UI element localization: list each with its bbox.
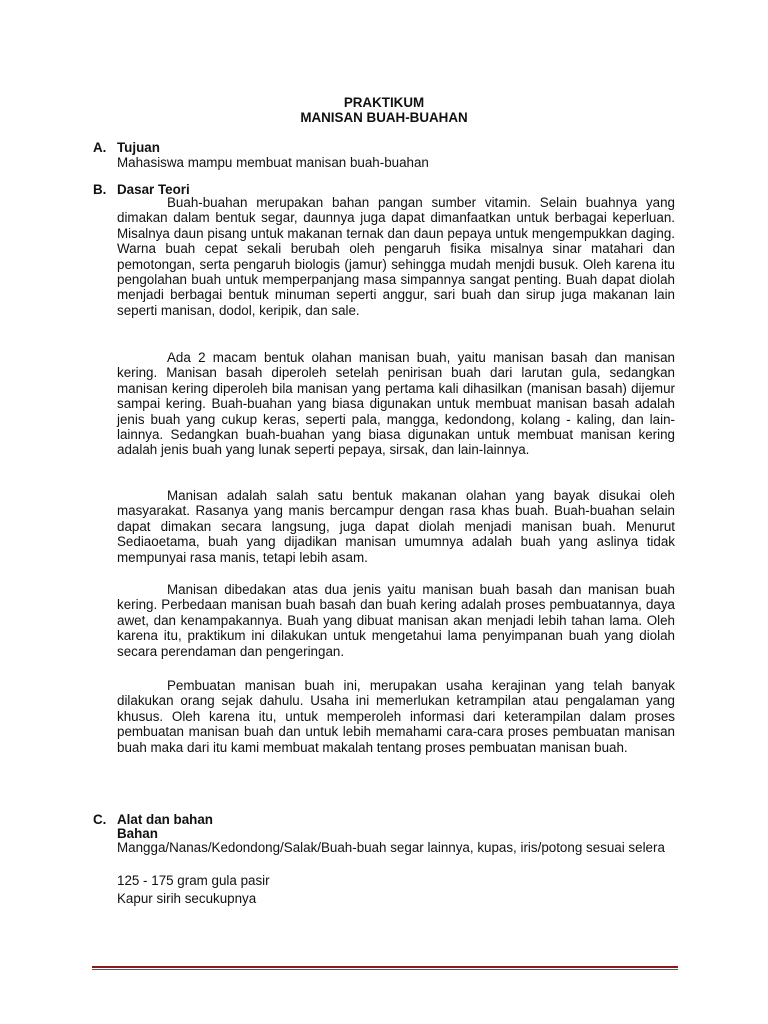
ingredient-item: 125 - 175 gram gula pasir — [117, 873, 270, 888]
section-a-heading: Tujuan — [117, 140, 160, 155]
footer-rule-thin — [92, 969, 678, 970]
ingredient-item: Mangga/Nanas/Kedondong/Salak/Buah-buah segar lainnya, kupas, iris/potong sesuai selera — [117, 840, 665, 855]
footer-rule — [92, 966, 678, 968]
paragraph-5: Pembuatan manisan buah ini, merupakan usaha kerajinan yang telah banyak dilakukan orang sejak dahulu. Usaha ini memerlukan ketrampilan atau pengalaman yang khusus. Oleh karena itu, untuk memperoleh informasi dari keterampilan dalam proses pembuatan manisan buah dan untuk lebih memahami cara-cara proses pembuatan manisan buah maka dari itu kami membuat makalah tentang proses pembuatan manisan buah. — [117, 678, 675, 755]
section-b-letter: B. — [93, 182, 107, 197]
paragraph-4: Manisan dibedakan atas dua jenis yaitu manisan buah basah dan manisan buah kering. Perbedaan manisan buah basah dan buah kering adalah proses pembuatannya, daya awet, dan kenampakannya. Buah yang dibuat manisan akan menjadi lebih tahan lama. Oleh karena itu, praktikum ini dilakukan untuk mengetahui lama penyimpanan buah yang diolah secara perendaman dan pengeringan. — [117, 582, 675, 659]
document-title-line1: PRAKTIKUM — [343, 95, 425, 110]
ingredient-item: Kapur sirih secukupnya — [117, 891, 257, 906]
section-c-letter: C. — [93, 812, 107, 827]
paragraph-3: Manisan adalah salah satu bentuk makanan olahan yang bayak disukai oleh masyarakat. Rasanya yang manis bercampur dengan rasa khas buah. Buah-buahan selain dapat dimakan secara langsung, juga dapat diolah menjadi manisan buah. Menurut Sediaoetama, buah yang dijadikan manisan umumnya adalah buah yang aslinya tidak mempunyai rasa manis, tetapi lebih asam. — [117, 488, 675, 565]
document-title-line2: MANISAN BUAH-BUAHAN — [300, 110, 468, 125]
paragraph-1: Buah-buahan merupakan bahan pangan sumber vitamin. Selain buahnya yang dimakan dalam bentuk segar, daunnya juga dapat dimanfaatkan untuk berbagai keperluan. Misalnya daun pisang untuk makanan ternak dan daun pepaya untuk mengempukkan daging. Warna buah cepat sekali berubah oleh pengaruh fisika misalnya sinar matahari dan pemotongan, serta pengaruh biologis (jamur) sehingga mudah menjdi busuk. Oleh karena itu pengolahan buah untuk memperpanjang masa simpannya sangat penting. Buah dapat diolah menjadi berbagai bentuk minuman seperti anggur, sari buah dan sirup juga makanan lain seperti manisan, dodol, keripik, dan sale. — [117, 195, 675, 318]
paragraph-2: Ada 2 macam bentuk olahan manisan buah, yaitu manisan basah dan manisan kering. Manisan basah diperoleh setelah penirisan buah dari larutan gula, sedangkan manisan kering diperoleh bila manisan yang pertama kali dihasilkan (manisan basah) dijemur sampai kering. Buah-buahan yang biasa digunakan untuk membuat manisan basah adalah jenis buah yang cukup keras, seperti pala, mangga, kedondong, kolang - kaling, dan lain-lainnya. Sedangkan buah-buahan yang biasa digunakan untuk membuat manisan kering adalah jenis buah yang lunak seperti pepaya, sirsak, dan lain-lainnya. — [117, 350, 675, 458]
section-c-heading: Alat dan bahan — [117, 812, 213, 827]
section-a-letter: A. — [93, 140, 107, 155]
section-c-subheading: Bahan — [117, 826, 158, 841]
section-a-text: Mahasiswa mampu membuat manisan buah-buahan — [117, 155, 429, 170]
section-b-heading: Dasar Teori — [117, 182, 190, 197]
